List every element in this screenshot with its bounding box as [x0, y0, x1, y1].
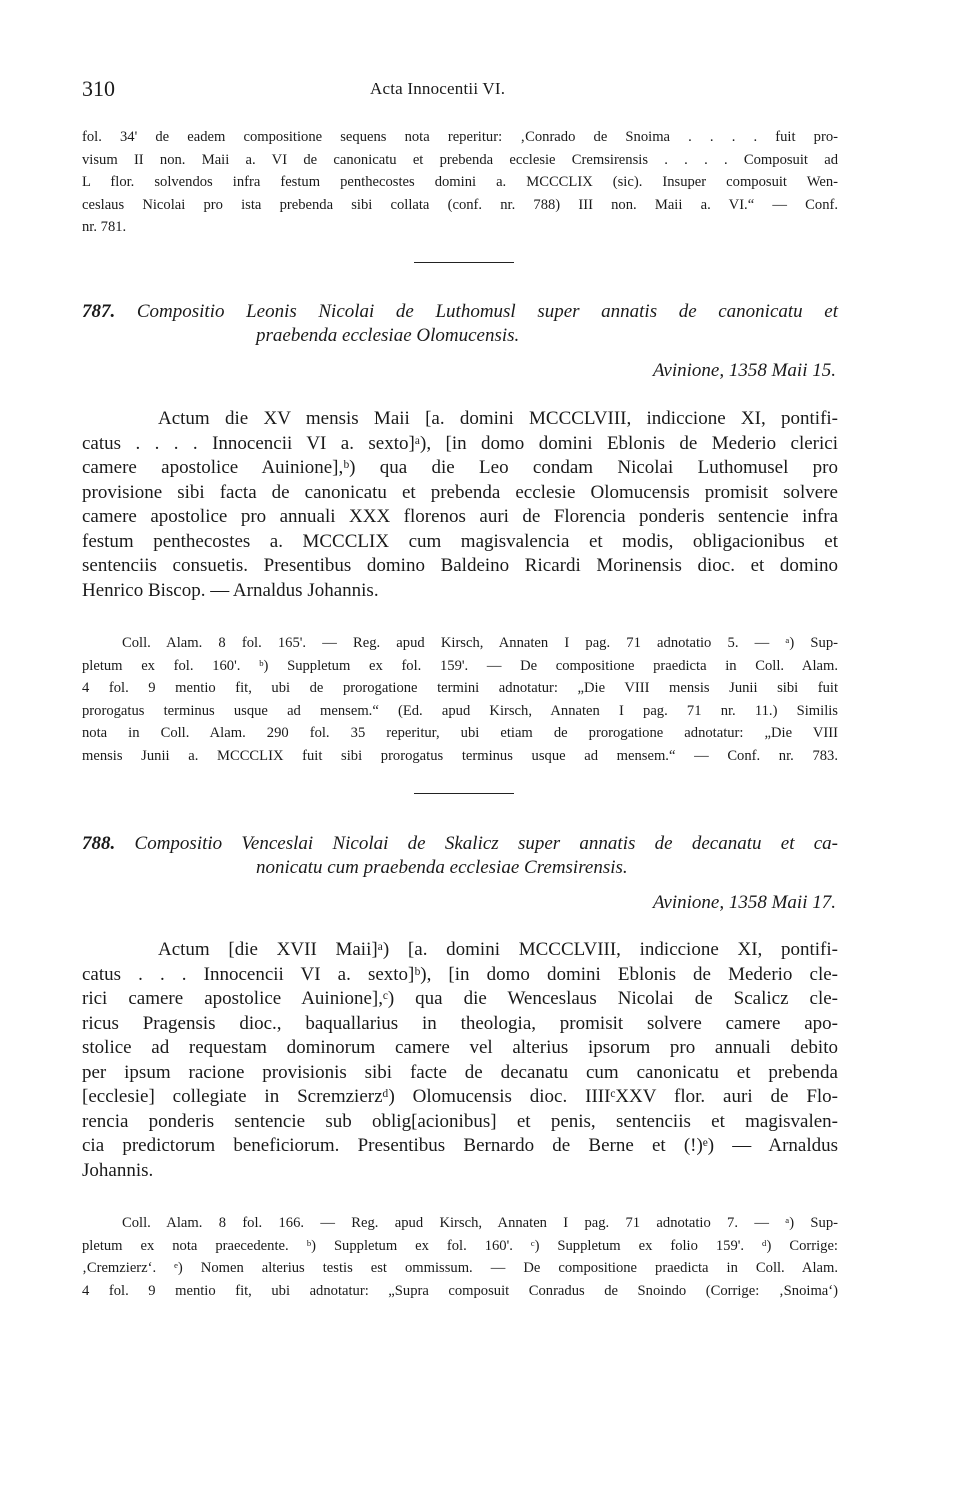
doc788-body-line: Johannis. [82, 1159, 154, 1181]
doc787-body-line: Actum die XV mensis Maii [a. domini MCCCLVIII, indiccione XI, pontifi- [158, 408, 838, 429]
doc788-body-line: rici camere apostolice Auinione],ᶜ) qua die Wenceslaus Nicolai de Scalicz cle- [82, 988, 838, 1009]
doc787-title-line [82, 300, 838, 324]
doc787-notes [82, 632, 838, 768]
doc787-number: 787. [82, 301, 116, 322]
doc787-title-text: Compositio Leonis Nicolai de Luthomusl super annatis de canonicatu et [136, 301, 838, 322]
doc788-body [82, 938, 838, 1183]
doc787-note-line: Coll. Alam. 8 fol. 165'. — Reg. apud Kirsch, Annaten I pag. 71 adnotatio 5. — ᵃ) Sup- [122, 635, 838, 651]
section-divider [414, 793, 514, 794]
carryover-note-line: fol. 34' de eadem compositione sequens nota reperitur: ‚Conrado de Snoima . . . . fuit pro- [82, 129, 838, 145]
doc787-note-line: prorogatus terminus usque ad mensem.“ (Ed. apud Kirsch, Annaten I pag. 71 nr. 11.) Similis [82, 702, 838, 719]
doc788-body-line: rencia ponderis sentencie sub oblig[acionibus] et penis, sentenciis et magisvalen- [82, 1110, 838, 1132]
doc788-body-line: ricus Pragensis dioc., baquallarius in theologia, promisit solvere camere apo- [82, 1012, 838, 1034]
doc787-body-line: festum penthecostes a. MCCCLIX cum magisvalencia et modis, obligacionibus et [82, 530, 838, 552]
doc787-heading [82, 300, 838, 348]
carryover-note-line: visum II non. Maii a. VI de canonicatu et prebenda ecclesie Cremsirensis . . . . Composuit ad [82, 151, 838, 168]
doc788-note-line: 4 fol. 9 mentio fit, ubi adnotatur: „Supra composuit Conradus de Snoindo (Corrige: ‚Snoima‘) [82, 1282, 838, 1299]
doc788-body-line: Actum [die XVII Maii]ᵃ) [a. domini MCCCLVIII, indiccione XI, pontifi- [158, 939, 838, 960]
carryover-note-line: nr. 781. [82, 219, 127, 236]
doc788-body-line: [ecclesie] collegiate in Scremzierzᵈ) Olomucensis dioc. IIIIᶜXXV flor. auri de Flo- [82, 1086, 838, 1107]
doc787-note-line: nota in Coll. Alam. 290 fol. 35 reperitur, ubi etiam de prorogatione adnotatur: „Die VIII [82, 725, 838, 742]
carryover-note [82, 126, 838, 239]
doc788-body-line: stolice ad requestam dominorum camere vel alterius ipsorum pro annuali debito [82, 1037, 838, 1058]
doc788-title-line: nonicatu cum praebenda ecclesiae Cremsirensis. [256, 857, 628, 878]
doc788-number: 788. [82, 833, 116, 854]
doc788-note-line: Coll. Alam. 8 fol. 166. — Reg. apud Kirsch, Annaten I pag. 71 adnotatio 7. — ᵃ) Sup- [122, 1215, 838, 1231]
doc787-body [82, 407, 838, 603]
doc787-body-line: catus . . . . Innocencii VI a. sexto]ᵃ), [in domo domini Eblonis de Mederio clerici [82, 432, 838, 454]
doc787-title-line: praebenda ecclesiae Olomucensis. [256, 325, 520, 346]
doc788-heading [82, 832, 838, 880]
running-head: Acta Innocentii VI. [370, 79, 506, 98]
doc787-body-line: camere apostolice Auinione],ᵇ) qua die Leo condam Nicolai Luthomusel pro [82, 457, 838, 478]
carryover-note-line: ceslaus Nicolai pro ista prebenda sibi collata (conf. nr. 788) III non. Maii a. VI.“ — Conf. [82, 196, 838, 213]
doc788-body-line: per ipsum racione provisionis sibi facte de decanatu cum canonicatu et prebenda [82, 1061, 838, 1083]
doc788-title-text: Compositio Venceslai Nicolai de Skalicz super annatis de decanatu et ca- [134, 833, 839, 854]
doc787-body-line: provisione sibi facta de canonicatu et prebenda ecclesie Olomucensis promisit solvere [82, 481, 838, 503]
section-divider [414, 262, 514, 263]
doc787-note-line: mensis Junii a. MCCCLIX fuit sibi prorogatus terminus usque ad mensem.“ — Conf. nr. 783. [82, 747, 838, 764]
doc788-notes [82, 1212, 838, 1302]
doc787-body-line: camere apostolice pro annuali XXX florenos auri de Florencia ponderis sentencie infra [82, 506, 838, 527]
doc787-note-line: pletum ex fol. 160'. ᵇ) Suppletum ex fol. 159'. — De compositione praedicta in Coll. Alam. [82, 657, 838, 674]
doc787-note-line: 4 fol. 9 mentio fit, ubi de prorogatione termini adnotatur: „Die VIII mensis Junii sibi fuit [82, 680, 838, 697]
doc788-body-line: cia predictorum beneficiorum. Presentibus Bernardo de Berne et (!)ᵉ) — Arnaldus [82, 1135, 838, 1156]
page-number: 310 [82, 76, 115, 101]
doc787-date: Avinione, 1358 Maii 15. [652, 360, 836, 381]
doc788-body-line: catus . . . Innocencii VI a. sexto]ᵇ), [in domo domini Eblonis de Mederio cle- [82, 963, 838, 985]
doc787-body-line: sentenciis consuetis. Presentibus domino Baldeino Ricardi Morinensis dioc. et domino [82, 555, 838, 576]
carryover-note-line: L flor. solvendos infra festum penthecostes domini a. MCCCLIX (sic). Insuper composuit Wen- [82, 174, 838, 191]
doc788-note-line: pletum ex nota praecedente. ᵇ) Suppletum ex fol. 160'. ᶜ) Suppletum ex folio 159'. ᵈ) Corrige: [82, 1237, 838, 1254]
doc788-title-line [82, 832, 838, 856]
doc787-body-line: Henrico Biscop. — Arnaldus Johannis. [82, 579, 379, 601]
doc788-date: Avinione, 1358 Maii 17. [652, 892, 836, 913]
doc788-note-line: ‚Cremzierz‘. ᵉ) Nomen alterius testis est ommissum. — De compositione praedicta in Coll. Alam. [82, 1260, 838, 1277]
